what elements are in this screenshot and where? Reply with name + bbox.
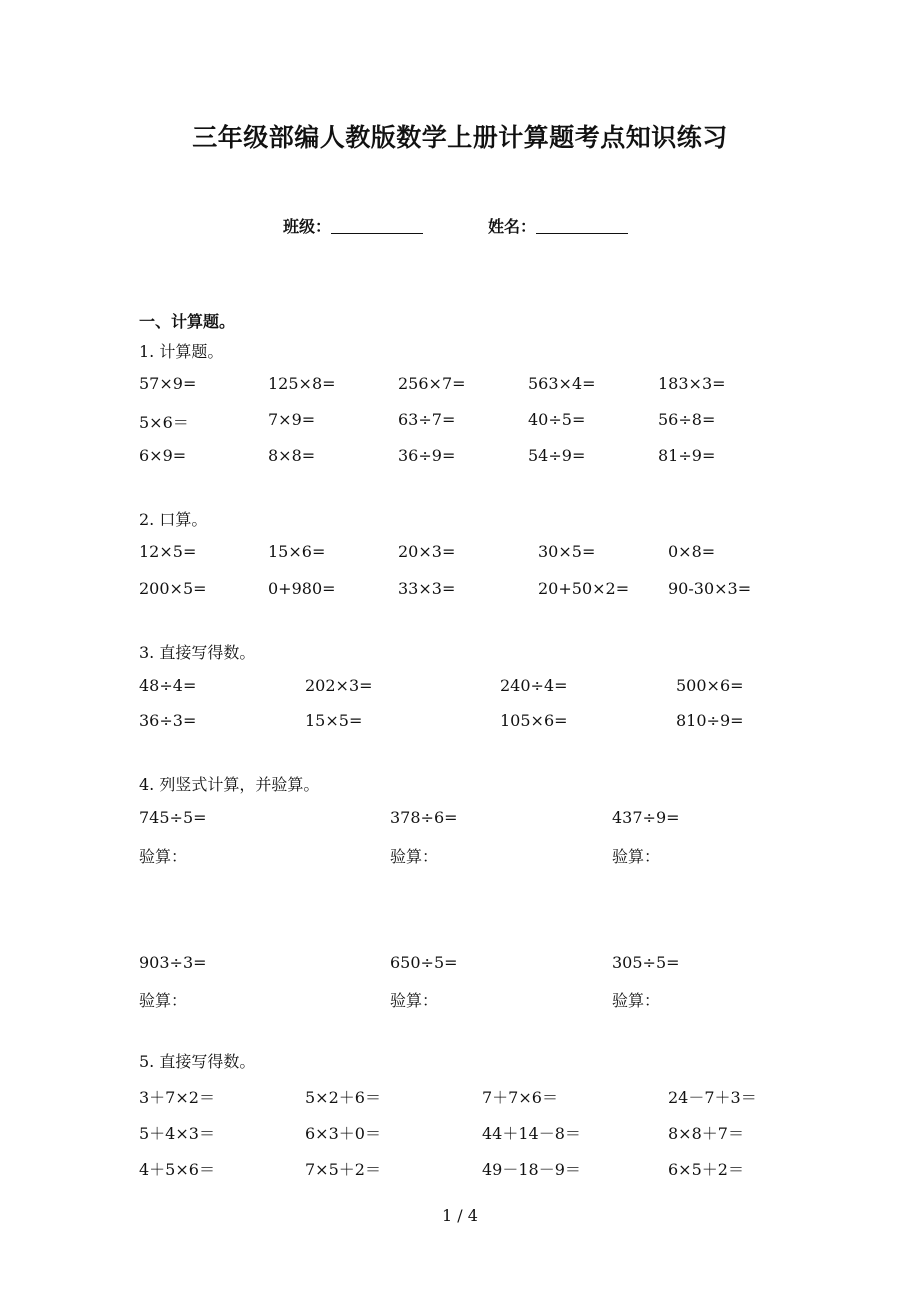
name-blank[interactable] [536,217,628,234]
q5-item: 7＋7×6＝ [482,1088,558,1107]
q1-item: 7×9= [268,410,316,429]
q4-problem: 305÷5= [612,953,680,972]
q5-item: 8×8＋7＝ [668,1124,744,1143]
q5-item: 6×3＋0＝ [305,1124,381,1143]
q2-item: 90-30×3= [668,579,752,598]
q3-item: 15×5= [305,711,363,730]
q4-problem: 903÷3= [139,953,207,972]
q2-item: 30×5= [538,542,596,561]
q5-item: 5＋4×3＝ [139,1124,215,1143]
q4-problem: 650÷5= [390,953,458,972]
q1-item: 56÷8= [658,410,716,429]
class-field [283,214,423,237]
q3-item: 48÷4= [139,676,197,695]
q5-item: 7×5＋2＝ [305,1160,381,1179]
question-1-label: 1. 计算题。 [139,342,224,361]
q2-item: 20+50×2= [538,579,630,598]
q1-item: 81÷9= [658,446,716,465]
q1-item: 125×8= [268,374,336,393]
q5-item: 3＋7×2＝ [139,1088,215,1107]
q2-item: 0×8= [668,542,716,561]
page-number: 1 / 4 [442,1206,478,1225]
q4-problem: 745÷5= [139,808,207,827]
q1-item: 563×4= [528,374,596,393]
name-label: 姓名： [488,217,537,236]
q5-item: 4＋5×6＝ [139,1160,215,1179]
q1-item: 36÷9= [398,446,456,465]
q1-item: 57×9= [139,374,197,393]
page-title: 三年级部编人教版数学上册计算题考点知识练习 [192,123,728,152]
q1-item: 6×9= [139,446,187,465]
q3-item: 240÷4= [500,676,568,695]
q5-item: 24－7＋3＝ [668,1088,757,1107]
q3-item: 810÷9= [676,711,744,730]
q4-check-label: 验算： [390,991,439,1010]
name-field [488,214,628,237]
section-heading: 一、计算题。 [139,312,236,331]
q4-check-label: 验算： [612,847,661,866]
q2-item: 20×3= [398,542,456,561]
question-3-label: 3. 直接写得数。 [139,643,256,662]
class-blank[interactable] [331,217,423,234]
q5-item: 44＋14－8＝ [482,1124,581,1143]
class-label: 班级： [283,217,332,236]
q2-item: 33×3= [398,579,456,598]
q1-item: 183×3= [658,374,726,393]
q1-item: 63÷7= [398,410,456,429]
q2-item: 0+980= [268,579,336,598]
q5-item: 49－18－9＝ [482,1160,581,1179]
q4-check-label: 验算： [139,991,188,1010]
question-4-label: 4. 列竖式计算，并验算。 [139,775,320,794]
q5-item: 5×2＋6＝ [305,1088,381,1107]
q1-item: 54÷9= [528,446,586,465]
question-5-label: 5. 直接写得数。 [139,1052,256,1071]
q2-item: 15×6= [268,542,326,561]
q1-item: 256×7= [398,374,466,393]
q3-item: 105×6= [500,711,568,730]
q2-item: 12×5= [139,542,197,561]
q4-problem: 378÷6= [390,808,458,827]
q4-check-label: 验算： [612,991,661,1010]
q4-check-label: 验算： [139,847,188,866]
q1-item: 8×8= [268,446,316,465]
q1-item: 5×6＝ [139,413,189,432]
q3-item: 202×3= [305,676,373,695]
q5-item: 6×5＋2＝ [668,1160,744,1179]
question-2-label: 2. 口算。 [139,510,208,529]
q4-problem: 437÷9= [612,808,680,827]
q3-item: 36÷3= [139,711,197,730]
q2-item: 200×5= [139,579,207,598]
q1-item: 40÷5= [528,410,586,429]
q3-item: 500×6= [676,676,744,695]
q4-check-label: 验算： [390,847,439,866]
